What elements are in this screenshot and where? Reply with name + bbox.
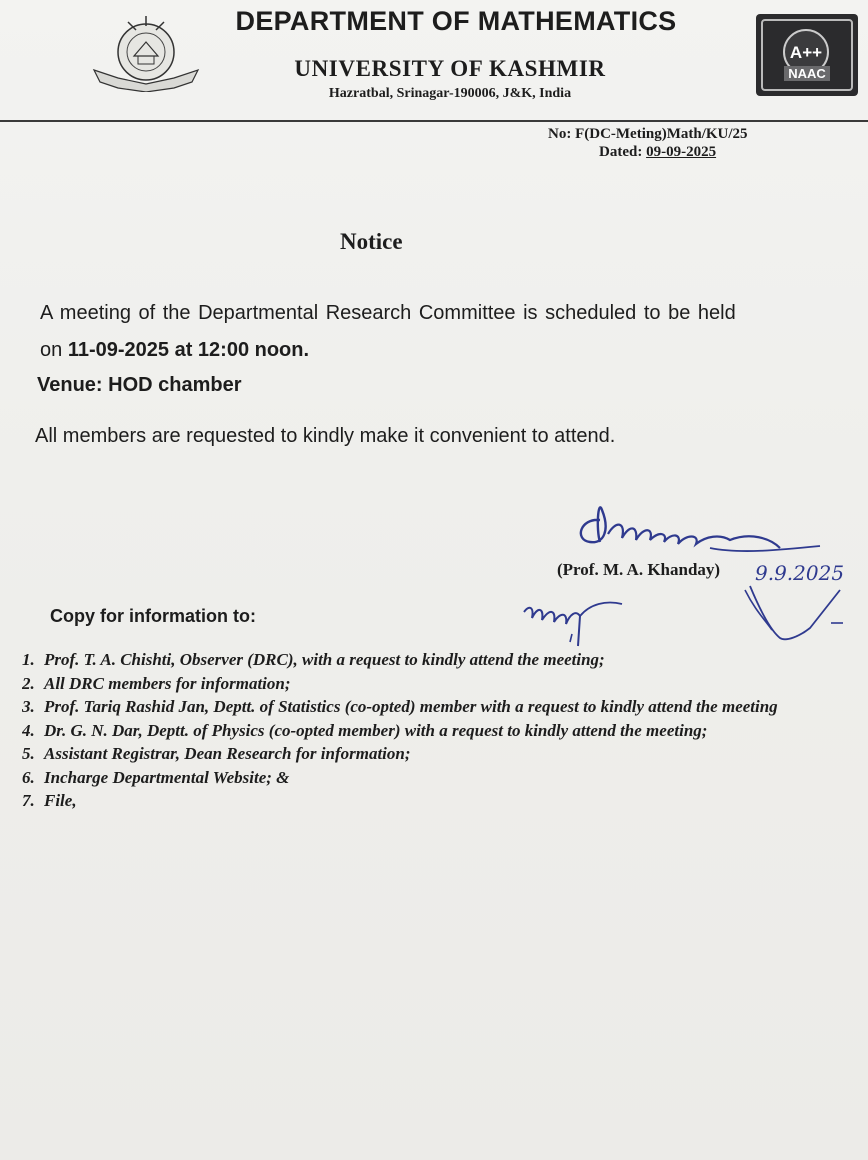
list-item <box>22 789 868 813</box>
list-item-text: Prof. Tariq Rashid Jan, Deptt. of Statistics (co-opted) member with a request to kindly attend the meeting <box>44 697 778 716</box>
list-item-number: 2. <box>22 673 35 693</box>
notice-line-2-prefix: on <box>40 339 68 361</box>
venue: Venue: HOD chamber <box>37 374 242 396</box>
reference-number: No: F(DC-Meting)Math/KU/25 <box>548 126 748 142</box>
naac-grade: A++ <box>789 43 823 62</box>
copy-list <box>22 648 868 813</box>
list-item-number: 6. <box>22 767 35 787</box>
copy-heading: Copy for information to: <box>50 606 256 626</box>
list-item-number: 7. <box>22 791 35 810</box>
notice-title: Notice <box>340 229 403 254</box>
list-item <box>22 766 868 790</box>
pen-mark <box>830 612 844 616</box>
dated-line <box>599 144 716 161</box>
list-item-text: Incharge Departmental Website; & <box>44 767 290 787</box>
list-item-text: File, <box>44 791 77 810</box>
list-item-text: All DRC members for information; <box>44 673 291 693</box>
university-logo <box>88 12 204 92</box>
department-title: DEPARTMENT OF MATHEMATICS <box>235 6 677 36</box>
list-item <box>22 719 868 743</box>
notice-line-1: A meeting of the Departmental Research Committee is scheduled to be held <box>40 302 736 324</box>
university-address: Hazratbal, Srinagar-190006, J&K, India <box>328 86 572 101</box>
list-item-number: 4. <box>22 720 35 740</box>
list-item <box>22 695 868 719</box>
list-item <box>22 672 868 696</box>
naac-label: NAAC <box>788 66 826 81</box>
meeting-date-time: 11-09-2025 at 12:00 noon. <box>67 339 310 361</box>
list-item <box>22 742 868 766</box>
list-item-text: Assistant Registrar, Dean Research for information; <box>44 744 411 763</box>
university-name: UNIVERSITY OF KASHMIR <box>294 56 606 81</box>
list-item-text: Dr. G. N. Dar, Deptt. of Physics (co-opted member) with a request to kindly attend the meeting; <box>44 720 708 740</box>
signatory-name: (Prof. M. A. Khanday) <box>557 560 721 579</box>
signature-date: 9.9.2025 <box>755 561 845 585</box>
dated-label: Dated: <box>599 144 647 160</box>
list-item <box>22 648 868 672</box>
list-item-number: 3. <box>22 697 35 716</box>
list-item-number: 5. <box>22 744 35 763</box>
notice-line-2 <box>40 339 309 362</box>
list-item-number: 1. <box>22 650 35 669</box>
naac-badge <box>756 14 858 96</box>
dated-value: 09-09-2025 <box>646 144 717 160</box>
header-divider <box>0 120 868 122</box>
attendance-request: All members are requested to kindly make it convenient to attend. <box>35 425 616 447</box>
list-item-text: Prof. T. A. Chishti, Observer (DRC), with a request to kindly attend the meeting; <box>44 650 605 669</box>
